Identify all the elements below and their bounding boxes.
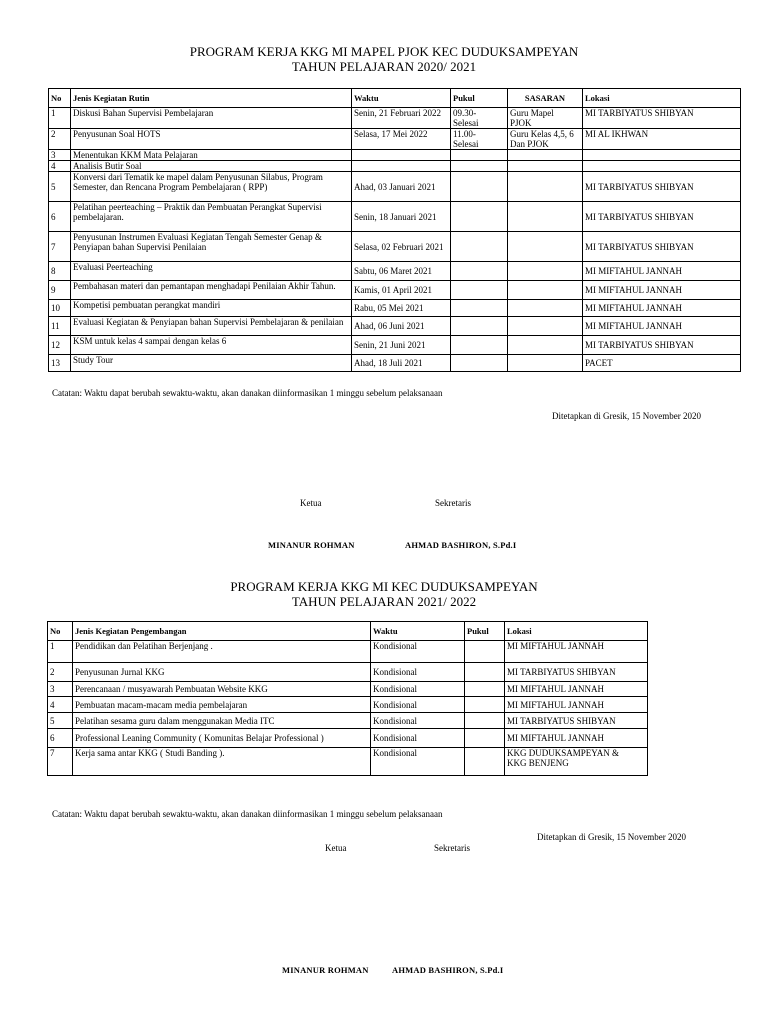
col-header-waktu: Waktu <box>352 89 451 108</box>
cell-kegiatan: Pelatihan sesama guru dalam menggunakan Media ITC <box>73 713 371 729</box>
cell-kegiatan: Evaluasi Kegiatan & Penyiapan bahan Supervisi Pembelajaran & penilaian <box>71 317 352 336</box>
cell-kegiatan: Professional Leaning Community ( Komunitas Belajar Professional ) <box>73 729 371 748</box>
cell-kegiatan: Study Tour <box>71 355 352 372</box>
doc2-note: Catatan: Waktu dapat berubah sewaktu-waktu, akan danakan diinformasikan 1 minggu sebelum pelaksanaan <box>52 809 443 819</box>
doc1-title-line2: TAHUN PELAJARAN 2020/ 2021 <box>291 59 477 74</box>
cell-pukul: 11.00- Selesai <box>451 129 508 150</box>
col-header-no: No <box>48 622 73 641</box>
doc2-stamp: Ditetapkan di Gresik, 15 November 2020 <box>537 832 686 842</box>
table-row <box>49 150 741 161</box>
cell-pukul <box>451 232 508 262</box>
cell-lokasi: MI AL IKHWAN <box>583 129 741 150</box>
doc2-title-line1: PROGRAM KERJA KKG MI KEC DUDUKSAMPEYAN <box>230 579 538 594</box>
col-header-no: No <box>49 89 71 108</box>
cell-pukul <box>465 697 505 713</box>
cell-no: 3 <box>48 682 73 697</box>
cell-waktu: Kondisional <box>371 713 465 729</box>
cell-waktu: Kondisional <box>371 729 465 748</box>
cell-kegiatan: Konversi dari Tematik ke mapel dalam Penyusunan Silabus, Program Semester, dan Rencana Program Pembelajaran ( RPP) <box>71 172 352 202</box>
col-header-waktu: Waktu <box>371 622 465 641</box>
doc2-sekretaris-label: Sekretaris <box>434 843 470 853</box>
cell-waktu: Rabu, 05 Mei 2021 <box>352 300 451 317</box>
table-row <box>49 281 741 300</box>
table-row <box>48 729 648 748</box>
cell-sasaran <box>508 300 583 317</box>
cell-kegiatan: Pendidikan dan Pelatihan Berjenjang . <box>73 641 371 663</box>
cell-sasaran: Guru Kelas 4,5, 6 Dan PJOK <box>508 129 583 150</box>
col-header-lokasi: Lokasi <box>505 622 648 641</box>
doc1-note: Catatan: Waktu dapat berubah sewaktu-waktu, akan danakan diinformasikan 1 minggu sebelum pelaksanaan <box>52 388 443 398</box>
cell-pukul <box>451 317 508 336</box>
cell-lokasi: MI TARBIYATUS SHIBYAN <box>505 663 648 682</box>
cell-lokasi: KKG DUDUKSAMPEYAN & KKG BENJENG <box>505 748 648 776</box>
cell-no: 5 <box>49 172 71 202</box>
doc1-sekretaris-name: AHMAD BASHIRON, S.Pd.I <box>405 540 517 550</box>
cell-pukul <box>451 355 508 372</box>
cell-kegiatan: Pembuatan macam-macam media pembelajaran <box>73 697 371 713</box>
col-header-kegiatan: Jenis Kegiatan Rutin <box>71 89 352 108</box>
cell-waktu: Sabtu, 06 Maret 2021 <box>352 262 451 281</box>
table-row <box>48 682 648 697</box>
cell-no: 2 <box>49 129 71 150</box>
cell-kegiatan: Kompetisi pembuatan perangkat mandiri <box>71 300 352 317</box>
cell-no: 3 <box>49 150 71 161</box>
doc2-activity-table <box>47 621 648 776</box>
cell-kegiatan: Evaluasi Peerteaching <box>71 262 352 281</box>
cell-waktu <box>352 150 451 161</box>
doc2-ketua-name: MINANUR ROHMAN <box>282 965 369 975</box>
cell-no: 6 <box>49 202 71 232</box>
cell-waktu: Senin, 18 Januari 2021 <box>352 202 451 232</box>
table-row <box>49 262 741 281</box>
table-row <box>48 697 648 713</box>
col-header-lokasi: Lokasi <box>583 89 741 108</box>
cell-lokasi: MI TARBIYATUS SHIBYAN <box>583 172 741 202</box>
cell-pukul <box>465 663 505 682</box>
cell-sasaran <box>508 317 583 336</box>
table-row <box>49 161 741 172</box>
cell-no: 6 <box>48 729 73 748</box>
cell-kegiatan: Menentukan KKM Mata Pelajaran <box>71 150 352 161</box>
cell-kegiatan: Kerja sama antar KKG ( Studi Banding ). <box>73 748 371 776</box>
cell-lokasi: MI MIFTAHUL JANNAH <box>583 317 741 336</box>
table-row <box>49 317 741 336</box>
cell-waktu: Ahad, 18 Juli 2021 <box>352 355 451 372</box>
cell-lokasi <box>583 150 741 161</box>
cell-pukul <box>465 641 505 663</box>
cell-pukul <box>451 300 508 317</box>
col-header-pukul: Pukul <box>465 622 505 641</box>
doc1-ketua-name: MINANUR ROHMAN <box>268 540 355 550</box>
col-header-pukul: Pukul <box>451 89 508 108</box>
cell-waktu: Ahad, 03 Januari 2021 <box>352 172 451 202</box>
cell-lokasi: MI TARBIYATUS SHIBYAN <box>583 202 741 232</box>
cell-kegiatan: Pembahasan materi dan pemantapan menghadapi Penilaian Akhir Tahun. <box>71 281 352 300</box>
cell-lokasi: MI MIFTAHUL JANNAH <box>583 262 741 281</box>
doc1-ketua-label: Ketua <box>300 498 322 508</box>
cell-lokasi: MI TARBIYATUS SHIBYAN <box>583 108 741 129</box>
cell-no: 1 <box>49 108 71 129</box>
doc2-sekretaris-name: AHMAD BASHIRON, S.Pd.I <box>392 965 504 975</box>
doc2-title-line2: TAHUN PELAJARAN 2021/ 2022 <box>291 594 477 609</box>
col-header-kegiatan: Jenis Kegiatan Pengembangan <box>73 622 371 641</box>
cell-waktu: Kamis, 01 April 2021 <box>352 281 451 300</box>
table-row <box>49 336 741 355</box>
cell-lokasi: MI TARBIYATUS SHIBYAN <box>505 713 648 729</box>
cell-no: 5 <box>48 713 73 729</box>
cell-sasaran <box>508 232 583 262</box>
cell-waktu: Kondisional <box>371 663 465 682</box>
cell-lokasi: MI MIFTAHUL JANNAH <box>505 729 648 748</box>
cell-kegiatan: Pelatihan peerteaching – Praktik dan Pembuatan Perangkat Supervisi pembelajaran. <box>71 202 352 232</box>
cell-lokasi <box>583 161 741 172</box>
cell-no: 10 <box>49 300 71 317</box>
cell-sasaran: Guru Mapel PJOK <box>508 108 583 129</box>
cell-pukul <box>465 748 505 776</box>
cell-no: 9 <box>49 281 71 300</box>
table-row <box>49 108 741 129</box>
col-header-sasaran: SASARAN <box>508 89 583 108</box>
table-row <box>48 663 648 682</box>
doc1-header-row <box>49 89 741 108</box>
cell-kegiatan: Penyusunan Jurnal KKG <box>73 663 371 682</box>
cell-pukul <box>451 262 508 281</box>
cell-sasaran <box>508 355 583 372</box>
cell-no: 8 <box>49 262 71 281</box>
cell-waktu: Senin, 21 Februari 2022 <box>352 108 451 129</box>
cell-sasaran <box>508 336 583 355</box>
cell-sasaran <box>508 202 583 232</box>
cell-kegiatan: KSM untuk kelas 4 sampai dengan kelas 6 <box>71 336 352 355</box>
doc2-ketua-label: Ketua <box>325 843 347 853</box>
cell-waktu: Senin, 21 Juni 2021 <box>352 336 451 355</box>
table-row <box>48 641 648 663</box>
table-row <box>49 355 741 372</box>
cell-pukul <box>465 713 505 729</box>
cell-pukul <box>451 161 508 172</box>
cell-sasaran <box>508 150 583 161</box>
cell-lokasi: PACET <box>583 355 741 372</box>
cell-kegiatan: Penyusunan Soal HOTS <box>71 129 352 150</box>
cell-no: 4 <box>49 161 71 172</box>
cell-sasaran <box>508 262 583 281</box>
cell-lokasi: MI MIFTAHUL JANNAH <box>505 697 648 713</box>
doc1-sekretaris-label: Sekretaris <box>435 498 471 508</box>
cell-pukul <box>465 729 505 748</box>
table-row <box>49 300 741 317</box>
cell-kegiatan: Diskusi Bahan Supervisi Pembelajaran <box>71 108 352 129</box>
cell-waktu: Kondisional <box>371 641 465 663</box>
cell-sasaran <box>508 172 583 202</box>
table-row <box>49 129 741 150</box>
cell-pukul <box>451 281 508 300</box>
cell-no: 11 <box>49 317 71 336</box>
cell-no: 7 <box>49 232 71 262</box>
cell-pukul <box>451 336 508 355</box>
cell-pukul: 09.30- Selesai <box>451 108 508 129</box>
cell-lokasi: MI MIFTAHUL JANNAH <box>505 641 648 663</box>
cell-waktu: Kondisional <box>371 697 465 713</box>
cell-waktu: Selasa, 02 Februari 2021 <box>352 232 451 262</box>
cell-waktu: Kondisional <box>371 748 465 776</box>
cell-kegiatan: Analisis Butir Soal <box>71 161 352 172</box>
cell-kegiatan: Perencanaan / musyawarah Pembuatan Website KKG <box>73 682 371 697</box>
cell-pukul <box>451 150 508 161</box>
cell-waktu <box>352 161 451 172</box>
cell-lokasi: MI MIFTAHUL JANNAH <box>505 682 648 697</box>
cell-sasaran <box>508 161 583 172</box>
cell-kegiatan: Penyusunan Instrumen Evaluasi Kegiatan Tengah Semester Genap & Penyiapan bahan Supervisi Penilaian <box>71 232 352 262</box>
doc1-stamp: Ditetapkan di Gresik, 15 November 2020 <box>552 411 701 421</box>
table-row <box>48 748 648 776</box>
cell-no: 7 <box>48 748 73 776</box>
cell-pukul <box>451 202 508 232</box>
cell-sasaran <box>508 281 583 300</box>
cell-no: 4 <box>48 697 73 713</box>
table-row <box>49 232 741 262</box>
cell-no: 1 <box>48 641 73 663</box>
table-row <box>48 713 648 729</box>
doc1-title-line1: PROGRAM KERJA KKG MI MAPEL PJOK KEC DUDUKSAMPEYAN <box>189 44 579 59</box>
cell-no: 2 <box>48 663 73 682</box>
cell-lokasi: MI TARBIYATUS SHIBYAN <box>583 232 741 262</box>
cell-pukul <box>451 172 508 202</box>
table-row <box>49 172 741 202</box>
cell-waktu: Ahad, 06 Juni 2021 <box>352 317 451 336</box>
table-row <box>49 202 741 232</box>
cell-lokasi: MI TARBIYATUS SHIBYAN <box>583 336 741 355</box>
cell-pukul <box>465 682 505 697</box>
cell-lokasi: MI MIFTAHUL JANNAH <box>583 281 741 300</box>
doc1-activity-table <box>48 88 741 372</box>
cell-waktu: Kondisional <box>371 682 465 697</box>
cell-no: 13 <box>49 355 71 372</box>
doc2-header-row <box>48 622 648 641</box>
cell-waktu: Selasa, 17 Mei 2022 <box>352 129 451 150</box>
cell-lokasi: MI MIFTAHUL JANNAH <box>583 300 741 317</box>
cell-no: 12 <box>49 336 71 355</box>
